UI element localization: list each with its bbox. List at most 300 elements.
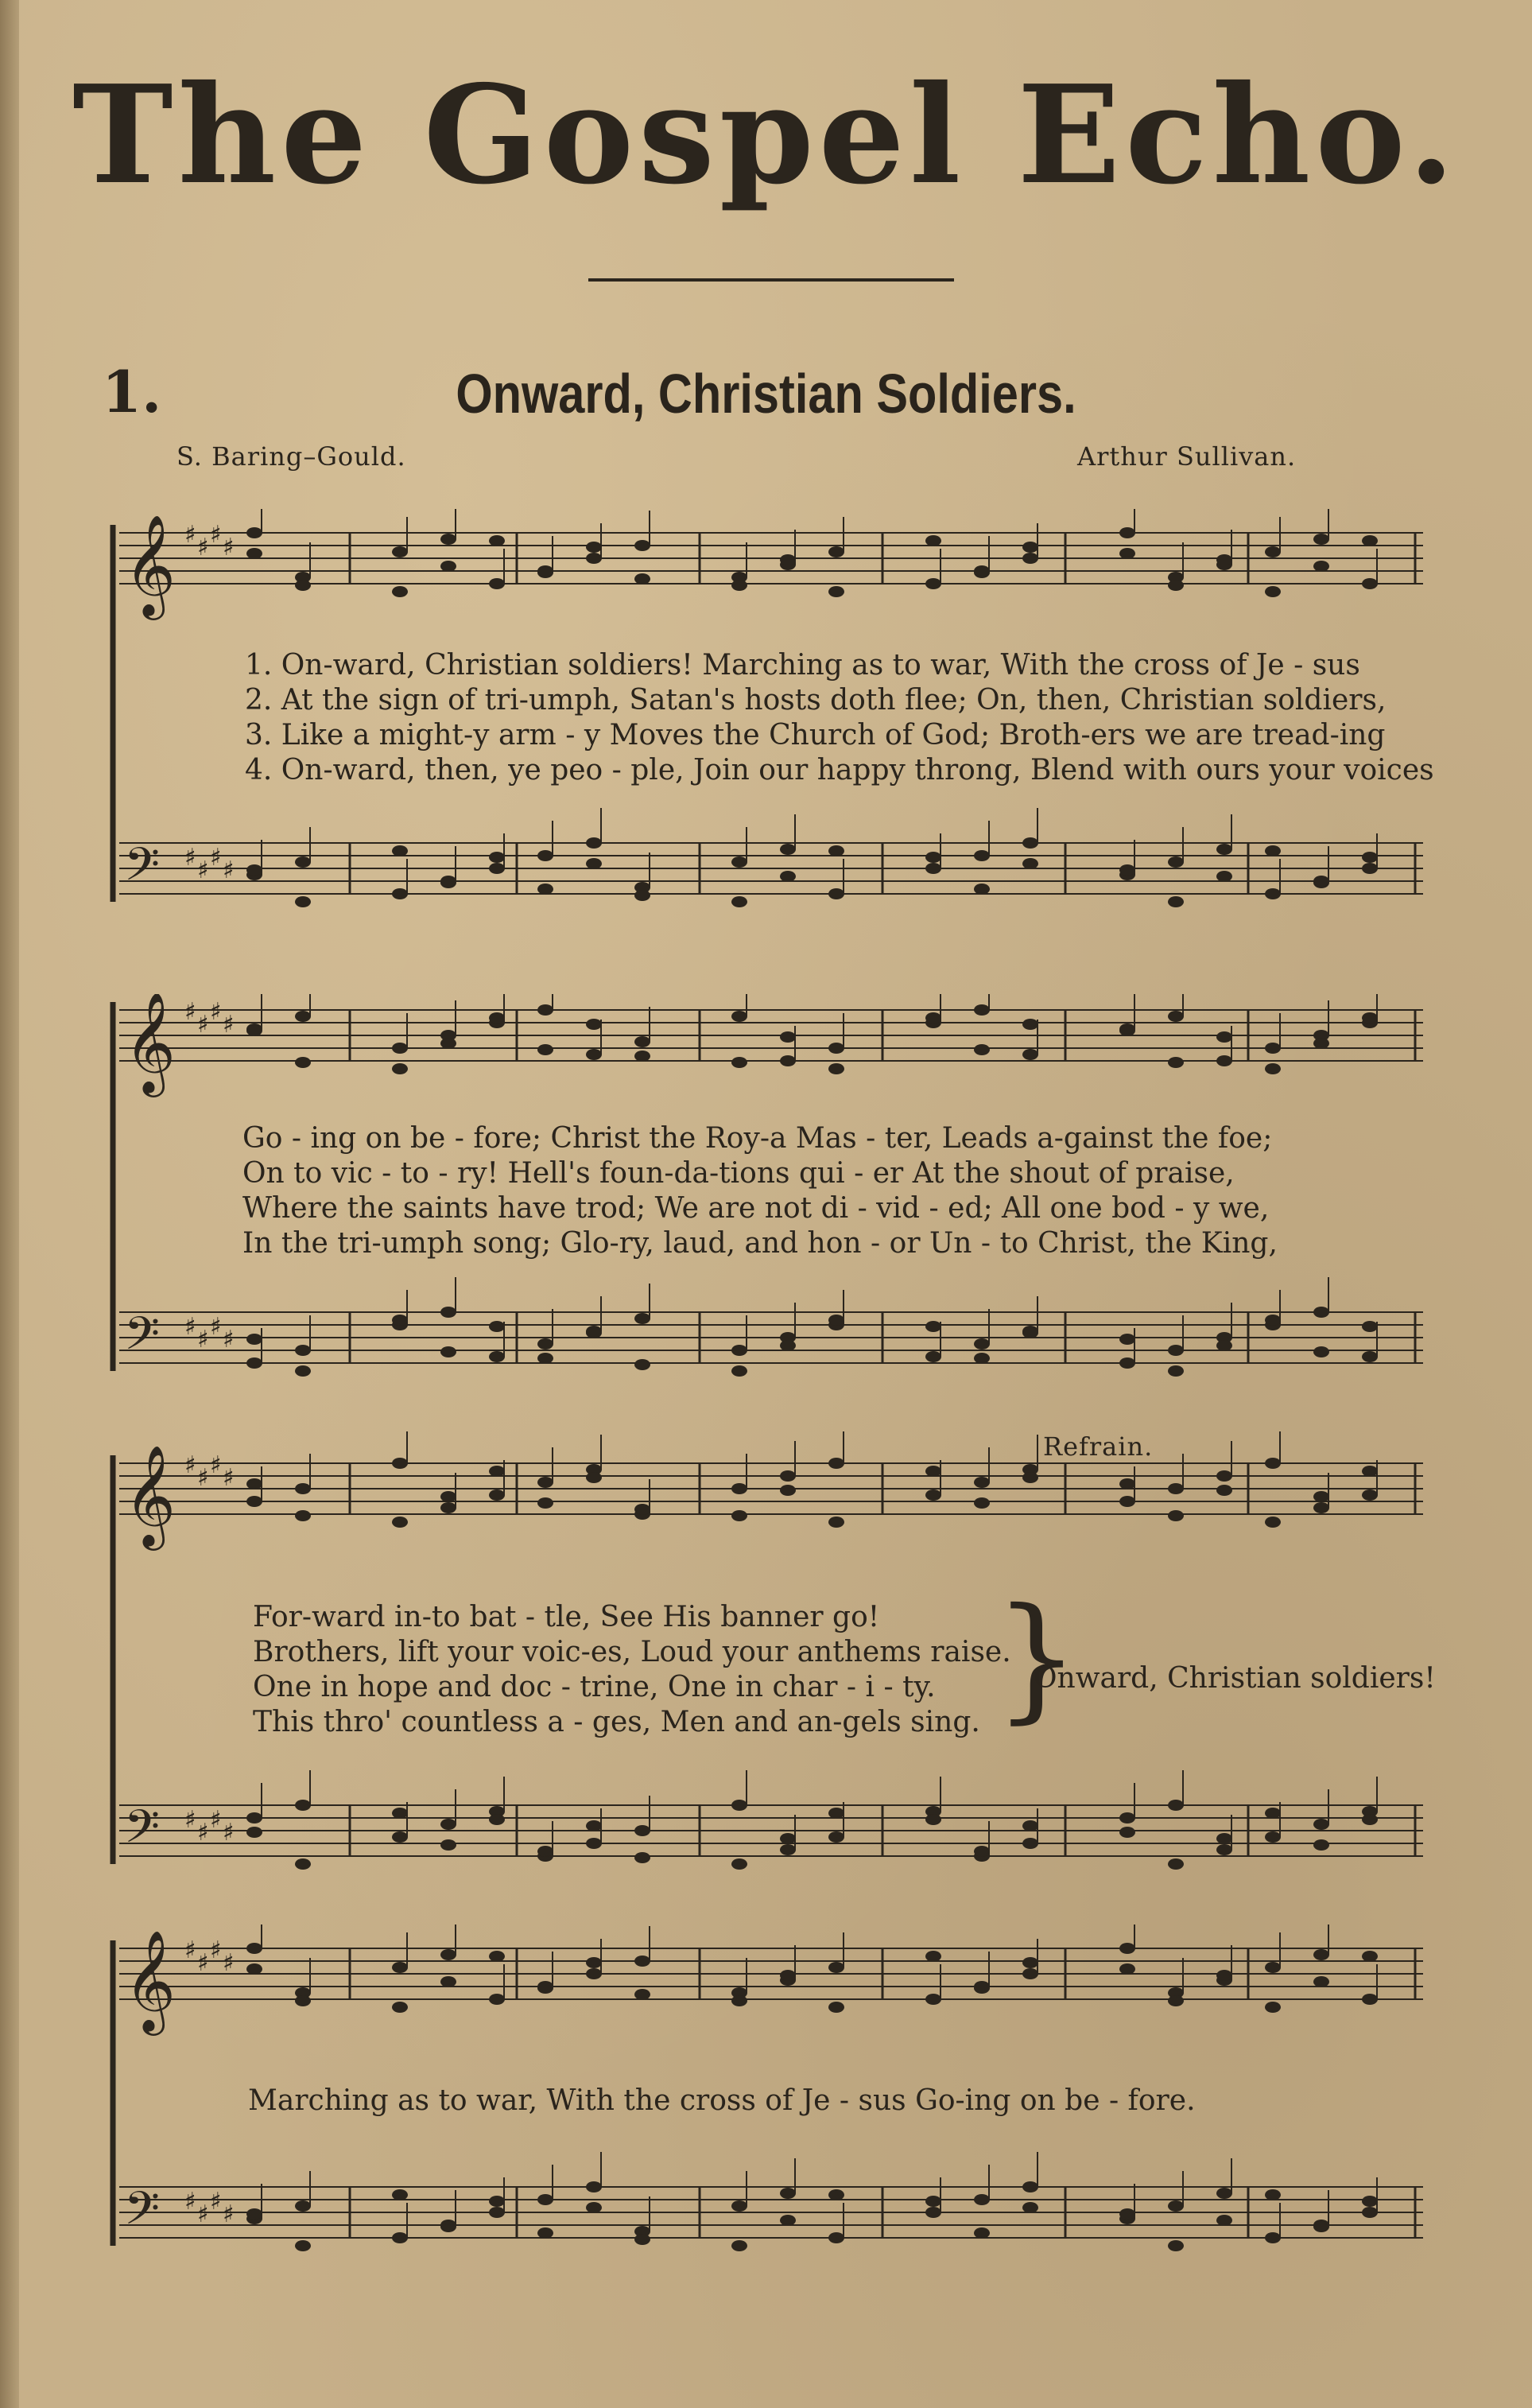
note-head: [1119, 548, 1135, 559]
note-head: [1265, 2189, 1281, 2200]
note-head: [537, 1846, 553, 1857]
note-head: [1168, 2240, 1184, 2251]
note-head: [974, 2227, 990, 2239]
lyrics-block-3: [253, 1600, 1011, 1740]
note-head: [780, 1833, 796, 1844]
note-head: [974, 1477, 990, 1488]
note-head: [1362, 1489, 1378, 1501]
note-head: [828, 1831, 844, 1843]
note-head: [780, 871, 796, 882]
note-head: [392, 2002, 408, 2013]
note-head: [780, 1031, 796, 1043]
note-head: [1313, 561, 1329, 572]
note-head: [440, 1949, 456, 1960]
note-head: [1362, 2207, 1378, 2218]
note-head: [537, 1338, 553, 1350]
bass-clef-icon: 𝄢: [124, 1800, 161, 1865]
lyric-line: One in hope and doc - trine, One in char - i - ty.: [253, 1671, 936, 1703]
note-head: [392, 546, 408, 557]
note-head: [828, 1517, 844, 1528]
note-head: [1265, 1962, 1281, 1973]
note-head: [586, 1957, 602, 1968]
note-head: [828, 2232, 844, 2243]
note-head: [440, 1502, 456, 1513]
note-head: [731, 580, 747, 591]
note-head: [586, 1820, 602, 1831]
note-head: [1216, 1340, 1232, 1351]
sharp-icon: ♯: [197, 2200, 209, 2228]
note-head: [634, 1359, 650, 1370]
note-head: [780, 1844, 796, 1855]
treble-clef-icon: 𝄞: [124, 514, 176, 616]
note-head: [246, 527, 262, 538]
refrain-label: Refrain.: [1043, 1431, 1154, 1462]
note-head: [925, 578, 941, 589]
note-head: [828, 1962, 844, 1973]
sharp-icon: ♯: [197, 1949, 209, 1977]
note-head: [246, 1943, 262, 1954]
note-head: [1216, 2215, 1232, 2226]
note-head: [634, 1852, 650, 1863]
note-head: [1216, 1844, 1232, 1855]
note-head: [925, 1994, 941, 2005]
note-head: [780, 1970, 796, 1981]
note-head: [489, 535, 505, 546]
note-head: [295, 896, 311, 907]
note-head: [634, 1989, 650, 2000]
note-head: [392, 1517, 408, 1528]
note-head: [1313, 1346, 1329, 1357]
note-head: [440, 2221, 456, 2232]
book-title: The Gospel Echo.: [72, 56, 1460, 215]
note-head: [634, 1825, 650, 1836]
note-head: [489, 1951, 505, 1962]
note-head: [489, 1489, 505, 1501]
note-head: [780, 1470, 796, 1482]
note-head: [392, 1315, 408, 1326]
note-head: [925, 1489, 941, 1501]
note-head: [295, 580, 311, 591]
note-head: [925, 1951, 941, 1962]
note-head: [1119, 864, 1135, 876]
note-head: [1265, 1063, 1281, 1074]
note-head: [1216, 1470, 1232, 1482]
note-head: [1119, 1025, 1135, 1036]
note-head: [1362, 1951, 1378, 1962]
note-head: [1265, 2002, 1281, 2013]
sharp-icon: ♯: [223, 1464, 235, 1492]
note-head: [586, 1019, 602, 1030]
note-head: [246, 1496, 262, 1507]
note-head: [974, 1338, 990, 1350]
note-head: [1265, 1517, 1281, 1528]
sharp-icon: ♯: [184, 844, 196, 872]
note-head: [246, 1025, 262, 1036]
note-head: [246, 2208, 262, 2220]
note-head: [1313, 1839, 1329, 1851]
note-head: [489, 852, 505, 863]
note-head: [1362, 1814, 1378, 1825]
note-head: [925, 2207, 941, 2218]
note-head: [974, 1004, 990, 1016]
hymn-number: 1.: [102, 358, 162, 425]
note-head: [586, 1838, 602, 1849]
note-head: [1022, 1820, 1038, 1831]
note-head: [586, 1327, 602, 1338]
lyric-line: 2. At the sign of tri-umph, Satan's hosts doth flee; On, then, Christian soldiers,: [245, 684, 1387, 717]
note-head: [1168, 1510, 1184, 1521]
lyric-line: Where the saints have trod; We are not di - vid - ed; All one bod - y we,: [242, 1192, 1270, 1225]
note-head: [634, 1956, 650, 1967]
refrain-opening-line: Onward, Christian soldiers!: [1034, 1662, 1436, 1695]
sharp-icon: ♯: [197, 1464, 209, 1492]
note-head: [1362, 535, 1378, 546]
note-head: [828, 2002, 844, 2013]
note-head: [537, 1353, 553, 1364]
note-head: [974, 884, 990, 895]
sharp-icon: ♯: [223, 856, 235, 884]
note-head: [1265, 1043, 1281, 1054]
sharp-icon: ♯: [184, 998, 196, 1026]
sharp-icon: ♯: [210, 1451, 222, 1479]
note-head: [1265, 1831, 1281, 1843]
sharp-icon: ♯: [184, 521, 196, 549]
note-head: [925, 1351, 941, 1362]
note-head: [1216, 1833, 1232, 1844]
note-head: [489, 863, 505, 874]
note-head: [392, 1458, 408, 1469]
note-head: [780, 1485, 796, 1496]
note-head: [295, 1510, 311, 1521]
sharp-icon: ♯: [184, 1451, 196, 1479]
note-head: [1265, 2232, 1281, 2243]
note-head: [440, 561, 456, 572]
note-head: [1022, 837, 1038, 849]
lyric-line: In the tri-umph song; Glo-ry, laud, and hon - or Un - to Christ, the King,: [242, 1227, 1278, 1260]
note-head: [731, 1995, 747, 2006]
sharp-icon: ♯: [184, 1936, 196, 1964]
sharp-icon: ♯: [197, 856, 209, 884]
note-head: [489, 1994, 505, 2005]
lyric-line: 3. Like a might-y arm - y Moves the Church of God; Broth-ers we are tread-ing: [245, 719, 1386, 752]
note-head: [634, 1036, 650, 1047]
note-head: [295, 1800, 311, 1811]
lyrics-block-1: [245, 648, 1434, 788]
note-head: [489, 578, 505, 589]
note-head: [537, 1004, 553, 1016]
note-head: [634, 540, 650, 551]
note-head: [489, 1321, 505, 1332]
note-head: [1168, 1057, 1184, 1068]
lyrics-block-4: [248, 2084, 1196, 2119]
note-head: [731, 1345, 747, 1356]
note-head: [1168, 856, 1184, 868]
note-head: [489, 1814, 505, 1825]
note-head: [925, 2196, 941, 2207]
note-head: [537, 1477, 553, 1488]
note-head: [780, 2188, 796, 2199]
sharp-icon: ♯: [210, 844, 222, 872]
note-head: [1265, 546, 1281, 557]
note-head: [1022, 1838, 1038, 1849]
note-head: [295, 1858, 311, 1870]
note-head: [537, 884, 553, 895]
sharp-icon: ♯: [210, 521, 222, 549]
note-head: [1119, 1963, 1135, 1975]
note-head: [1168, 1011, 1184, 1022]
note-head: [489, 2207, 505, 2218]
note-head: [780, 554, 796, 565]
note-head: [1265, 1458, 1281, 1469]
note-head: [1313, 1038, 1329, 1049]
sharp-icon: ♯: [223, 1949, 235, 1977]
note-head: [246, 1827, 262, 1838]
note-head: [1119, 1812, 1135, 1823]
note-head: [634, 1051, 650, 1062]
note-head: [537, 1044, 553, 1055]
note-head: [1216, 1055, 1232, 1066]
note-head: [1119, 1943, 1135, 1954]
note-head: [1168, 1858, 1184, 1870]
music-system-2: [95, 994, 1431, 1408]
note-head: [1216, 1970, 1232, 1981]
hymn-title: Onward, Christian Soldiers.: [456, 363, 1076, 425]
note-head: [974, 1983, 990, 1994]
lyrics-block-2: [242, 1121, 1278, 1261]
note-head: [780, 1340, 796, 1351]
note-head: [1362, 2196, 1378, 2207]
note-head: [1168, 1800, 1184, 1811]
note-head: [392, 1808, 408, 1819]
note-head: [246, 864, 262, 876]
sharp-icon: ♯: [184, 1313, 196, 1341]
note-head: [1313, 1949, 1329, 1960]
note-head: [1313, 877, 1329, 888]
note-head: [780, 844, 796, 855]
note-head: [731, 1510, 747, 1521]
note-head: [537, 1983, 553, 1994]
treble-clef-icon: 𝄞: [124, 1929, 176, 2031]
note-head: [1362, 863, 1378, 874]
sharp-icon: ♯: [184, 2188, 196, 2216]
note-head: [731, 896, 747, 907]
note-head: [440, 1307, 456, 1318]
note-head: [925, 535, 941, 546]
note-head: [1119, 527, 1135, 538]
note-head: [392, 1063, 408, 1074]
lyric-line: This thro' countless a - ges, Men and an-gels sing.: [253, 1706, 980, 1738]
sharp-icon: ♯: [197, 1819, 209, 1847]
note-head: [392, 1831, 408, 1843]
note-head: [1119, 1357, 1135, 1369]
note-head: [295, 1483, 311, 1494]
note-head: [537, 850, 553, 861]
note-head: [974, 1846, 990, 1857]
note-head: [440, 1038, 456, 1049]
note-head: [1022, 1957, 1038, 1968]
note-head: [1119, 1827, 1135, 1838]
note-head: [1216, 871, 1232, 882]
note-head: [1265, 586, 1281, 597]
bass-clef-icon: 𝄢: [124, 1307, 161, 1372]
note-head: [1362, 1012, 1378, 1023]
sharp-icon: ♯: [184, 1806, 196, 1834]
note-head: [489, 2196, 505, 2207]
bass-clef-icon: 𝄢: [124, 2181, 161, 2247]
note-head: [586, 2202, 602, 2213]
note-head: [1168, 1483, 1184, 1494]
note-head: [731, 1800, 747, 1811]
note-head: [828, 1458, 844, 1469]
note-head: [295, 1057, 311, 1068]
note-head: [586, 2181, 602, 2192]
note-head: [440, 534, 456, 545]
note-head: [295, 1995, 311, 2006]
note-head: [1022, 1327, 1038, 1338]
note-head: [440, 1491, 456, 1502]
note-head: [1216, 554, 1232, 565]
note-head: [1022, 1049, 1038, 1060]
note-head: [1362, 578, 1378, 589]
note-head: [392, 2189, 408, 2200]
music-system-3: [95, 1431, 1436, 1901]
note-head: [974, 567, 990, 578]
note-head: [586, 858, 602, 869]
sharp-icon: ♯: [210, 1936, 222, 1964]
note-head: [828, 546, 844, 557]
note-head: [1362, 1994, 1378, 2005]
note-head: [440, 1839, 456, 1851]
lyric-line: For-ward in-to bat - tle, See His banner go!: [253, 1601, 880, 1633]
lyric-line: 4. On-ward, then, ye peo - ple, Join our happy throng, Blend with ours your voices: [245, 754, 1434, 786]
lyric-line: On to vic - to - ry! Hell's foun-da-tions qui - er At the shout of praise,: [242, 1157, 1235, 1190]
note-head: [828, 888, 844, 899]
note-head: [246, 1334, 262, 1345]
note-head: [1168, 2200, 1184, 2212]
note-head: [537, 2227, 553, 2239]
lyric-line: Marching as to war, With the cross of Je - sus Go-ing on be - fore.: [248, 2084, 1196, 2117]
note-head: [1362, 1466, 1378, 1477]
note-head: [634, 890, 650, 901]
note-head: [489, 1351, 505, 1362]
note-head: [731, 1011, 747, 1022]
note-head: [1313, 1307, 1329, 1318]
note-head: [586, 542, 602, 553]
note-head: [1216, 2188, 1232, 2199]
note-head: [1022, 1019, 1038, 1030]
note-head: [731, 1483, 747, 1494]
note-head: [1119, 1478, 1135, 1489]
sharp-icon: ♯: [223, 534, 235, 561]
note-head: [828, 845, 844, 856]
note-head: [246, 1357, 262, 1369]
note-head: [1168, 1995, 1184, 2006]
note-head: [974, 2194, 990, 2205]
note-head: [731, 1057, 747, 1068]
treble-clef-icon: 𝄞: [124, 994, 176, 1093]
note-head: [1216, 1485, 1232, 1496]
treble-clef-icon: 𝄞: [124, 1444, 176, 1546]
note-head: [925, 1466, 941, 1477]
note-head: [925, 852, 941, 863]
note-head: [1216, 1031, 1232, 1043]
note-head: [1022, 542, 1038, 553]
note-head: [828, 1808, 844, 1819]
note-head: [731, 2240, 747, 2251]
sharp-icon: ♯: [210, 1806, 222, 1834]
lyric-line: Go - ing on be - fore; Christ the Roy-a Mas - ter, Leads a-gainst the foe;: [242, 1122, 1273, 1155]
note-head: [1313, 2221, 1329, 2232]
note-head: [392, 586, 408, 597]
note-head: [1313, 1819, 1329, 1830]
note-head: [780, 2215, 796, 2226]
note-head: [780, 1055, 796, 1066]
note-head: [1022, 2181, 1038, 2192]
note-head: [828, 2189, 844, 2200]
note-head: [828, 586, 844, 597]
note-head: [1362, 852, 1378, 863]
note-head: [537, 567, 553, 578]
note-head: [1313, 1491, 1329, 1502]
note-head: [974, 850, 990, 861]
lyric-brace: }: [994, 1579, 1080, 1737]
note-head: [828, 1063, 844, 1074]
note-head: [1362, 1351, 1378, 1362]
note-head: [1022, 858, 1038, 869]
note-head: [925, 1321, 941, 1332]
note-head: [1119, 2208, 1135, 2220]
note-head: [731, 2200, 747, 2212]
note-head: [295, 1365, 311, 1377]
note-head: [828, 1043, 844, 1054]
note-head: [974, 1044, 990, 1055]
composer-credit: Arthur Sullivan.: [1077, 441, 1297, 472]
note-head: [1362, 1321, 1378, 1332]
note-head: [489, 1012, 505, 1023]
note-head: [1216, 844, 1232, 855]
note-head: [1313, 534, 1329, 545]
note-head: [925, 863, 941, 874]
note-head: [295, 1345, 311, 1356]
sharp-icon: ♯: [210, 2188, 222, 2216]
note-head: [1168, 1365, 1184, 1377]
note-head: [731, 1858, 747, 1870]
note-head: [392, 1043, 408, 1054]
music-system-4: [95, 1924, 1431, 2274]
note-head: [537, 1497, 553, 1509]
note-head: [925, 1012, 941, 1023]
note-head: [634, 573, 650, 585]
lyric-line: Brothers, lift your voic-es, Loud your anthems raise.: [253, 1636, 1011, 1668]
note-head: [1168, 1345, 1184, 1356]
sharp-icon: ♯: [223, 2200, 235, 2228]
note-head: [246, 1478, 262, 1489]
sharp-icon: ♯: [223, 1326, 235, 1354]
note-head: [392, 2232, 408, 2243]
note-head: [974, 1353, 990, 1364]
note-head: [1119, 1334, 1135, 1345]
note-head: [295, 1011, 311, 1022]
note-head: [1168, 580, 1184, 591]
note-head: [1265, 1315, 1281, 1326]
book-spine-edge: [0, 0, 19, 2408]
note-head: [440, 877, 456, 888]
lyric-line: 1. On-ward, Christian soldiers! Marching as to war, With the cross of Je - sus: [245, 649, 1360, 682]
note-head: [246, 1812, 262, 1823]
lyricist-credit: S. Baring–Gould.: [176, 441, 406, 472]
note-head: [1168, 896, 1184, 907]
note-head: [634, 1313, 650, 1324]
